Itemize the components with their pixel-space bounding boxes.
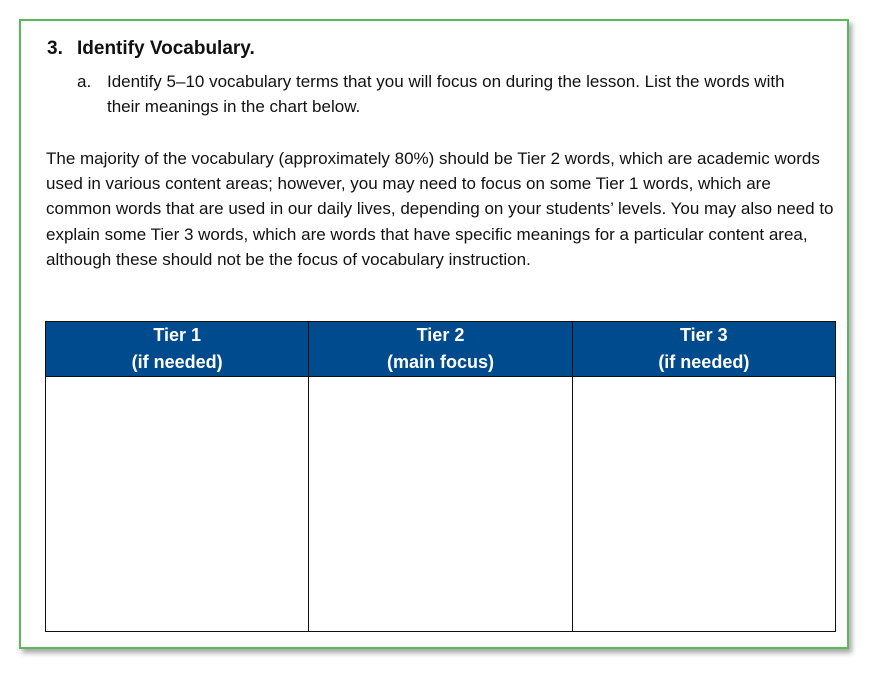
header-tier-2-note: (main focus)	[386, 352, 494, 372]
sub-instruction	[77, 69, 797, 119]
sub-instruction-letter: a.	[77, 72, 92, 91]
section-heading	[47, 38, 255, 60]
header-tier-3-note: (if needed)	[658, 352, 750, 372]
tier-explanation-paragraph: The majority of the vocabulary (approximately 80%) should be Tier 2 words, which are academic words used in various content areas; however, you may need to focus on some Tier 1 words, which are common words that are used in our daily lives, depending on your students’ levels. You may also need to explain some Tier 3 words, which are words that have specific meanings for a particular content area, although these should not be the focus of vocabulary instruction.	[46, 149, 834, 269]
section-title: Identify Vocabulary.	[77, 38, 255, 59]
header-tier-2-label: Tier 2	[416, 325, 465, 345]
section-number: 3.	[47, 38, 63, 59]
tier-2-entry-cell[interactable]	[309, 377, 572, 632]
tier-3-entry-cell[interactable]	[572, 377, 835, 632]
table-row	[46, 377, 836, 632]
header-tier-1-label: Tier 1	[153, 325, 202, 345]
sub-instruction-text: Identify 5–10 vocabulary terms that you will focus on during the lesson. List the words with their meanings in the chart below.	[107, 72, 785, 116]
header-tier-1-note: (if needed)	[131, 352, 223, 372]
header-tier-1	[46, 322, 309, 377]
header-tier-3	[572, 322, 835, 377]
tier-1-entry-cell[interactable]	[46, 377, 309, 632]
header-tier-2	[309, 322, 572, 377]
vocabulary-tier-table	[45, 321, 836, 632]
header-tier-3-label: Tier 3	[679, 325, 728, 345]
vocabulary-section-frame	[19, 19, 849, 649]
table-header-row	[46, 322, 836, 377]
